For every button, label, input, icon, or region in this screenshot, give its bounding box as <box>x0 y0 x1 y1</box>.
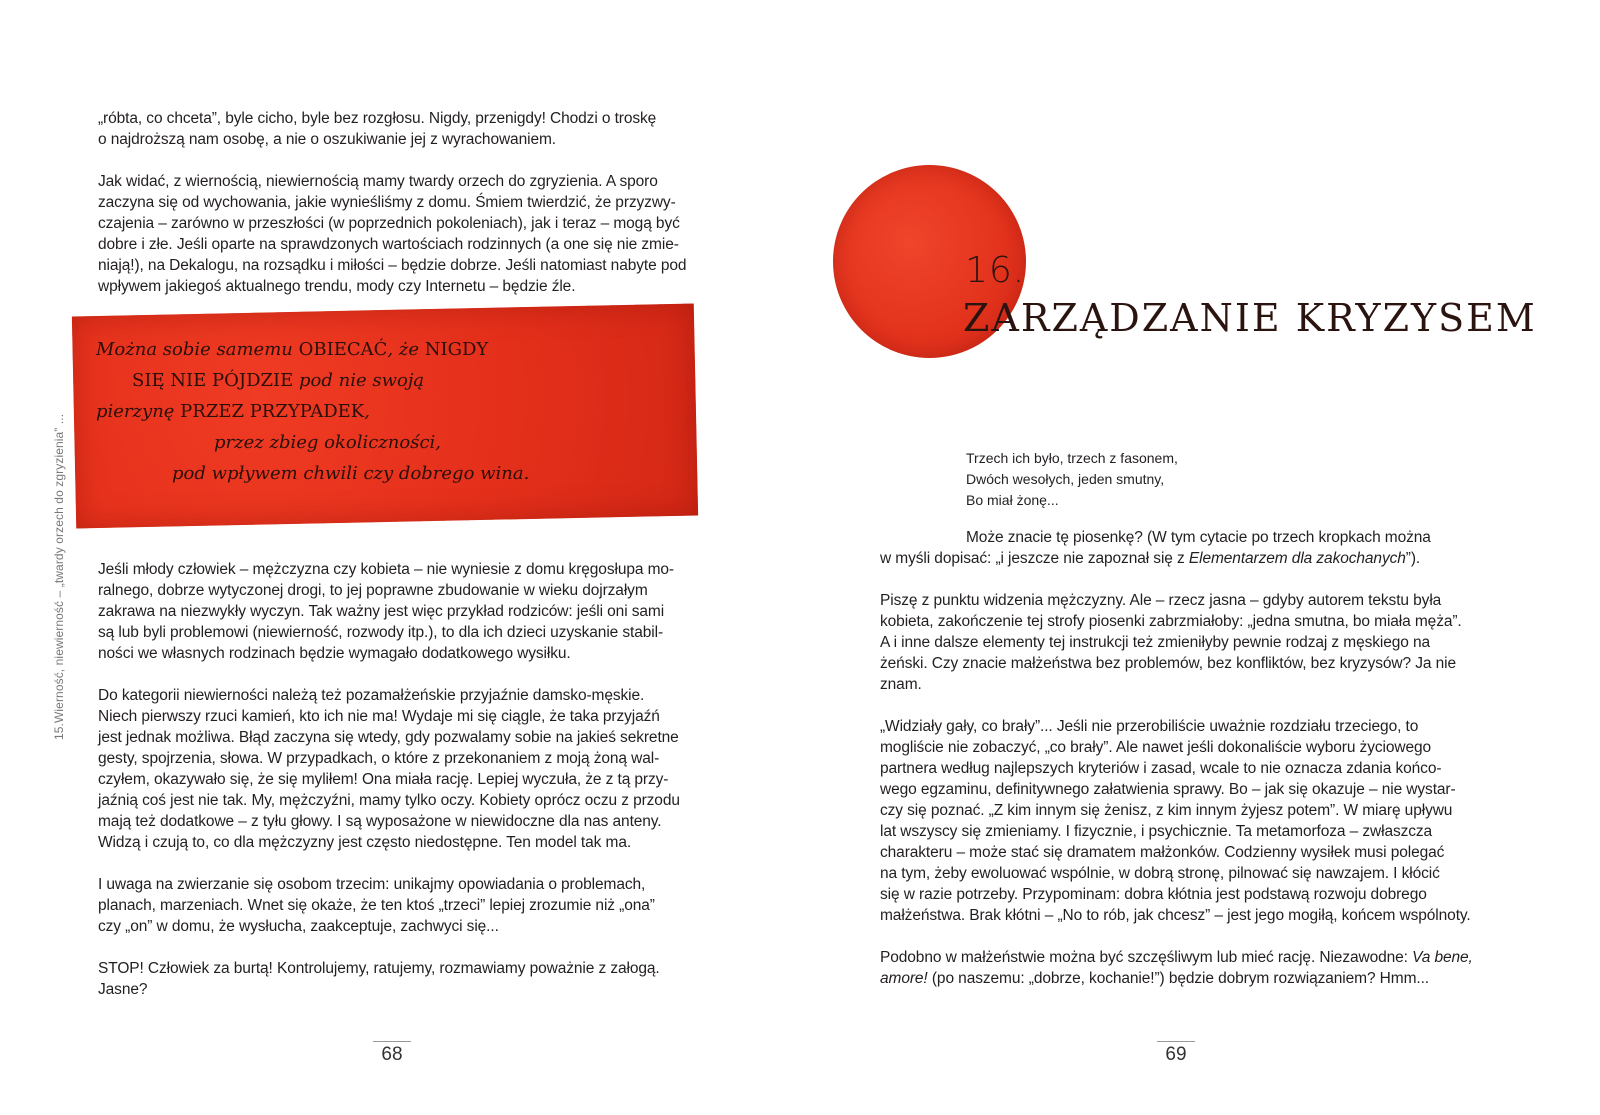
paragraph: Do kategorii niewierności należą też pozamałżeńskie przyjaźnie damsko-męskie. Niech pierwszy rzuci kamień, kto ich nie ma! Wydaje mi się ciągle, że taka przyjaźń jest jednak możliwa. Błąd zaczyna się wtedy, gdy pozwalamy sobie na jakieś sekretne gesty, spojrzenia, słowa. W przypadkach, o które z przekonaniem z moją żoną wal- czyłem, okazywało się, że się myliłem! Ona miała rację. Lepiej wyczuła, że z tą przy- jaźnią coś jest nie tak. My, mężczyźni, mamy tylko oczy. Kobiety oprócz oczu z przodu mają też dodatkowe – z tyłu głowy. I są wyposażone w niewidoczne dla nas anteny. Widzą i czują to, co dla mężczyzny jest często niedostępne. Ten model tak ma. <box>98 687 680 851</box>
epigraph <box>966 448 1178 511</box>
folio-rule <box>1157 1041 1195 1042</box>
chapter-number: 16. <box>965 250 1026 291</box>
paragraph <box>880 527 1473 569</box>
epigraph-line: Dwóch wesołych, jeden smutny, <box>966 471 1165 487</box>
page-number: 69 <box>1165 1044 1187 1065</box>
epigraph-line: Trzech ich było, trzech z fasonem, <box>966 450 1178 466</box>
quote-line-5 <box>96 458 696 489</box>
quote-line-2 <box>96 365 696 396</box>
paragraph: Jeśli młody człowiek – mężczyzna czy kobieta – nie wyniesie z domu kręgosłupa mo- ralnego, dobrze wytyczonej drogi, to jej poprawne zbudowanie w wieku dojrzałym zakrawa na niezwykły wyczyn. Tak ważny jest więc przykład rodziców: jeśli oni sami są lub byli problemowi (niewierność, rozwody itp.), to dla ich dzieci uzyskanie stabil- ności we własnych rodzinach będzie wymagało dodatkowego wysiłku. <box>98 561 674 662</box>
quote-fragment: pod wpływem chwili czy dobrego wina. <box>172 463 530 484</box>
paragraph-text: ”). <box>1405 550 1421 567</box>
paragraph: STOP! Człowiek za burtą! Kontrolujemy, ratujemy, rozmawiamy poważnie z załogą. Jasne? <box>98 960 660 998</box>
paragraph-text: (po naszemu: „dobrze, kochanie!”) będzie dobrym rozwiązaniem? Hmm... <box>927 970 1430 987</box>
italic-phrase: Va bene, amore! <box>880 949 1473 987</box>
quote-fragment: , <box>364 401 370 422</box>
left-text-bottom <box>98 559 700 1021</box>
paragraph <box>880 947 1473 989</box>
left-text-top <box>98 108 700 318</box>
paragraph <box>98 171 700 297</box>
quote-line-4 <box>96 427 696 458</box>
quote-fragment: pod nie swoją <box>293 370 425 391</box>
quote-fragment: PRZEZ PRZYPADEK <box>180 401 365 422</box>
quote-fragment: Można sobie samemu <box>96 339 299 360</box>
book-title: Elementarzem dla zakochanych <box>1188 550 1406 567</box>
paragraph: „róbta, co chceta”, byle cicho, byle bez rozgłosu. Nigdy, przenigdy! Chodzi o troskę o najdroższą nam osobę, a nie o oszukiwanie jej z wyrachowaniem. <box>98 110 657 148</box>
paragraph-text: Podobno w małżeństwie można być szczęśliwym lub mieć rację. Niezawodne: <box>880 949 1413 966</box>
right-text <box>880 527 1473 1010</box>
epigraph-line: Bo miał żonę... <box>966 492 1059 508</box>
quote-fragment: NIGDY <box>424 339 489 360</box>
paragraph-text: Może znacie tę piosenkę? (W tym cytacie po trzech kropkach można w myśli dopisać: „i jeszcze nie zapoznał się z <box>880 529 1431 567</box>
running-head: 15.Wierność, niewierność – „twardy orzech do zgryzienia” ... <box>52 413 66 740</box>
chapter-title: ZARZĄDZANIE KRYZYSEM <box>963 296 1537 340</box>
quote-fragment: , że <box>387 339 425 360</box>
quote-fragment: SIĘ NIE PÓJDZIE <box>132 370 294 391</box>
quote-fragment: przez zbieg okoliczności, <box>214 432 442 453</box>
pull-quote <box>96 334 696 489</box>
page-number: 68 <box>381 1044 403 1065</box>
quote-line-1 <box>96 334 696 365</box>
paragraph: „Widziały gały, co brały”... Jeśli nie przerobiliście uważnie rozdziału trzeciego, to mogliście nie zobaczyć, „co brały”. Ale nawet jeśli dokonaliście wyboru życiowego partnera według najlepszych kryteriów i zasad, wcale to nie oznacza zdania końco- wego egzaminu, definitywnego załatwienia sprawy. Bo – jak się okazuje – nie wystar- czy się poznać. „Z kim innym się żenisz, z kim innym żyjesz potem”. W miarę upływu lat wszyscy się zmieniamy. I fizycznie, i psychicznie. Ta metamorfoza – zwłaszcza charakteru – może stać się dramatem małżonków. Codzienny wysiłek musi polegać na tym, żeby ewoluować wspólnie, w dobrą stronę, pilnować się nawzajem. I kłócić się w razie potrzeby. Przypominam: dobra kłótnia jest podstawą rozwoju dobrego małżeństwa. Brak kłótni – „No to rób, jak chcesz” – jest jego mogiłą, końcem wspólnoty. <box>880 718 1471 924</box>
quote-fragment: OBIECAĆ <box>298 339 388 360</box>
paragraph: Piszę z punktu widzenia mężczyzny. Ale – rzecz jasna – gdyby autorem tekstu była kobieta, zakończenie tej strofy piosenki zabrzmiałoby: „jedna smutna, bo miała męża”. A i inne dalsze elementy tej instrukcji też zmieniłyby pewnie rodzaj z męskiego na żeński. Czy znacie małżeństwa bez problemów, bez konfliktów, bez kryzysów? Ja nie znam. <box>880 592 1462 693</box>
folio-rule <box>373 1041 411 1042</box>
quote-fragment: pierzynę <box>96 401 181 422</box>
paragraph: I uwaga na zwierzanie się osobom trzecim: unikajmy opowiadania o problemach, planach, marzeniach. Wnet się okaże, że ten ktoś „trzeci” lepiej zrozumie niż „ona” czy „on” w domu, że wysłucha, zaakceptuje, zachwyci się... <box>98 876 655 935</box>
paragraph-text: Jak widać, z wiernością, niewiernością mamy twardy orzech do zgryzienia. A sporo zaczyna się od wychowania, jakie wynieśliśmy z domu. Śmiem twierdzić, że przyzwy- czajenia – zarówno w przeszłości (w poprzednich pokoleniach), jak i teraz – mogą być dobre i złe. Jeśli oparte na sprawdzonych wartościach rodzinnych (a one się nie zmie- niają!), na Dekalogu, na rozsądku i miłości – będzie dobrze. Jeśli natomiast nabyte pod wpływem jakiegoś aktualnego trendu, mody czy Internetu – będzie źle. <box>98 173 687 295</box>
quote-line-3 <box>96 396 696 427</box>
